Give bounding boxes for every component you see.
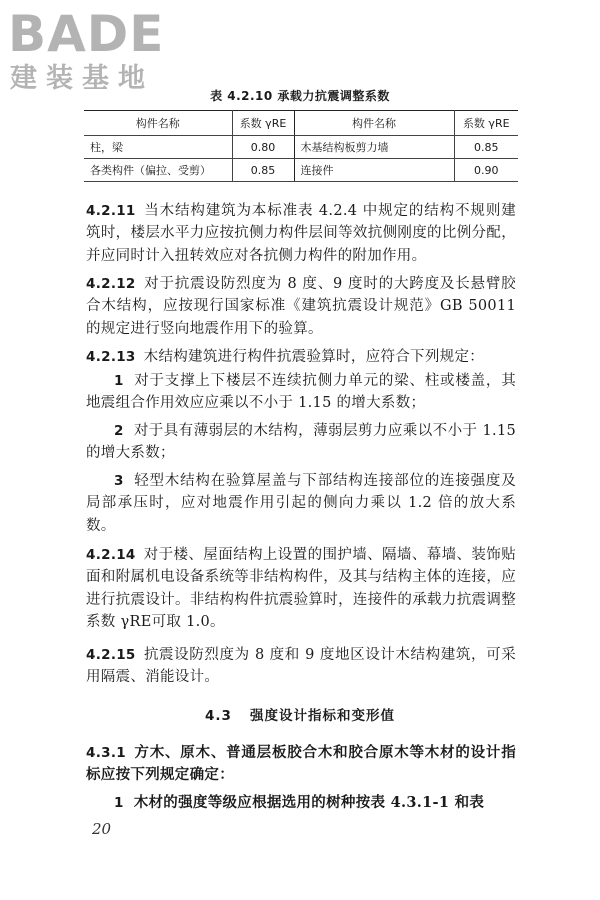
- logo-wordmark: BADE: [8, 5, 165, 63]
- table-row: [84, 136, 518, 159]
- clause-text: 对于楼、屋面结构上设置的围护墙、隔墙、幕墙、装饰贴面和附属机电设备系统等非结构构件，及其与结构主体的连接，应进行抗震设计。非结构构件抗震验算时，连接件的承载力抗震调整系数 γRE可取 1.0。: [86, 547, 516, 631]
- clause-text: 抗震设防烈度为 8 度和 9 度地区设计木结构建筑，可采用隔震、消能设计。: [86, 647, 516, 686]
- item-text: 对于具有薄弱层的木结构，薄弱层剪力应乘以不小于 1.15 的增大系数；: [86, 423, 516, 462]
- table-header-row: [84, 111, 518, 136]
- item-text: 轻型木结构在验算屋盖与下部结构连接部位的连接强度及局部承压时，应对地震作用引起的侧向力乘以 1.2 倍的放大系数。: [86, 473, 516, 534]
- clause-text: 当木结构建筑为本标准表 4.2.4 中规定的结构不规则建筑时，楼层水平力应按抗侧力构件层间等效抗侧刚度的比例分配，并应同时计入扭转效应对各抗侧力构件的附加作用。: [86, 203, 516, 264]
- item-number: 1: [114, 373, 124, 389]
- clause-number: 4.2.11: [86, 203, 136, 219]
- logo-subtitle: 建装基地: [10, 63, 154, 94]
- section-heading: 强度设计指标和变形值: [249, 708, 395, 724]
- table-cell: 0.85: [454, 136, 518, 159]
- clause-text: 木结构建筑进行构件抗震验算时，应符合下列规定：: [143, 349, 485, 365]
- clause-number: 4.3.1: [86, 745, 126, 761]
- clause-text: 方木、原木、普通层板胶合木和胶合原木等木材的设计指标应按下列规定确定：: [86, 744, 516, 784]
- table-cell: 柱，梁: [84, 136, 232, 159]
- header-coefficient-2: 系数 γRE: [454, 111, 518, 136]
- clause-4-2-15: [86, 644, 516, 689]
- page-number: 20: [92, 820, 112, 838]
- table-cell: 连接件: [294, 159, 454, 182]
- item-number: 2: [114, 423, 124, 439]
- item-text: 木材的强度等级应根据选用的树种按表 4.3.1-1 和表: [133, 794, 485, 811]
- section-number: 4.3: [205, 708, 232, 724]
- clause-4-3-1: [86, 742, 516, 787]
- clause-number: 4.2.14: [86, 547, 136, 563]
- clause-4-3-1-item-1: [86, 792, 516, 814]
- table-cell: 各类构件（偏拉、受剪）: [84, 159, 232, 182]
- clause-4-2-13-item-3: [86, 470, 516, 537]
- bade-logo: [8, 6, 178, 94]
- clause-4-2-13: [86, 346, 516, 368]
- table-cell: 0.90: [454, 159, 518, 182]
- table-cell: 0.80: [232, 136, 294, 159]
- clause-4-2-11: [86, 200, 516, 267]
- clause-text: 对于抗震设防烈度为 8 度、9 度时的大跨度及长悬臂胶合木结构，应按现行国家标准《建筑抗震设计规范》GB 50011 的规定进行竖向地震作用下的验算。: [86, 276, 516, 337]
- item-text: 对于支撑上下楼层不连续抗侧力单元的梁、柱或楼盖，其地震组合作用效应应乘以不小于 1.15 的增大系数；: [86, 373, 516, 412]
- clause-4-2-13-item-2: [86, 420, 516, 465]
- table-row: [84, 159, 518, 182]
- clause-number: 4.2.15: [86, 647, 136, 663]
- clause-number: 4.2.13: [86, 349, 136, 365]
- section-title: [0, 704, 600, 724]
- item-number: 1: [114, 795, 124, 811]
- header-coefficient-1: 系数 γRE: [232, 111, 294, 136]
- clause-4-2-14: [86, 544, 516, 634]
- clause-4-2-12: [86, 273, 516, 340]
- header-member-name-2: 构件名称: [294, 111, 454, 136]
- table-title: 表 4.2.10 承载力抗震调整系数: [210, 89, 390, 103]
- clause-number: 4.2.12: [86, 276, 136, 292]
- table-cell: 0.85: [232, 159, 294, 182]
- header-member-name-1: 构件名称: [84, 111, 232, 136]
- seismic-adjustment-table: [84, 110, 518, 182]
- clause-4-2-13-item-1: [86, 370, 516, 415]
- item-number: 3: [114, 473, 124, 489]
- table-cell: 木基结构板剪力墙: [294, 136, 454, 159]
